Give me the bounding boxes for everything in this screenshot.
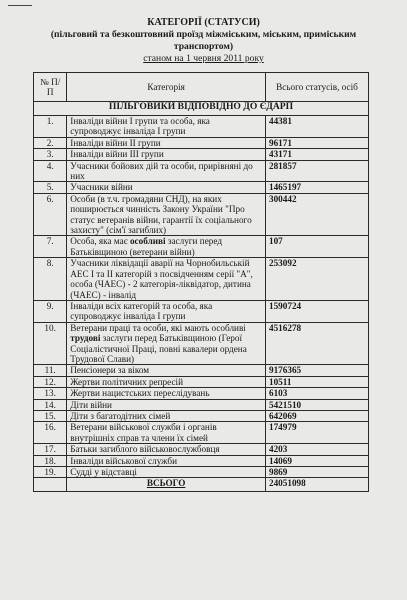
header-number: № П/П xyxy=(34,73,67,102)
row-category xyxy=(67,322,266,365)
row-value: 642069 xyxy=(265,410,368,421)
row-value: 1465197 xyxy=(265,182,368,193)
row-value: 253092 xyxy=(265,258,368,301)
table-row xyxy=(34,365,369,376)
table-row xyxy=(34,137,369,148)
row-number: 4. xyxy=(34,160,67,182)
row-category xyxy=(67,236,266,258)
row-number: 12. xyxy=(34,376,67,387)
row-category: Судді у відставці xyxy=(67,467,266,478)
row-category: Жертви нацистських переслідувань xyxy=(67,388,266,399)
document-title: КАТЕГОРІЇ (СТАТУСИ) xyxy=(147,17,260,28)
row-category: Учасники війни xyxy=(67,182,266,193)
row-number: 6. xyxy=(34,193,67,236)
row-number: 1. xyxy=(34,116,67,138)
table-row xyxy=(34,376,369,387)
table-row xyxy=(34,467,369,478)
document-subtitle: (пільговий та безкоштовний проїзд міжміським, міським, приміським транспортом) xyxy=(50,29,357,52)
header-category: Категорія xyxy=(67,73,266,102)
table-row xyxy=(34,258,369,301)
table-header-row xyxy=(34,73,369,102)
row-category: Діти війни xyxy=(67,399,266,410)
row-value: 44381 xyxy=(265,116,368,138)
row-category: Батьки загиблого військовослужбовця xyxy=(67,444,266,455)
row-value: 6103 xyxy=(265,388,368,399)
row-number: 7. xyxy=(34,236,67,258)
row-number: 13. xyxy=(34,388,67,399)
categories-table xyxy=(33,72,369,492)
row-value: 9869 xyxy=(265,467,368,478)
row-category: Інваліди військової служби xyxy=(67,455,266,466)
row-category: Учасники ліквідації аварії на Чорнобильській АЕС І та ІІ категорій з посвідченням серії "А", особа (ЧАЕС) - 2 категорія-ліквідатор, дитина (ЧАЕС) - інвалід xyxy=(67,258,266,301)
category-text: заслуги перед Батьківщиною (Герої Соціалістичної Праці, повні кавалери ордена Трудової Слави) xyxy=(70,333,247,364)
row-value: 43171 xyxy=(265,149,368,160)
row-value: 10511 xyxy=(265,376,368,387)
row-number: 17. xyxy=(34,444,67,455)
row-number: 18. xyxy=(34,455,67,466)
as-of-date: станом на 1 червня 2011 року xyxy=(143,53,264,64)
category-text: Особа, яка має xyxy=(70,236,130,247)
row-value: 9176365 xyxy=(265,365,368,376)
row-number: 8. xyxy=(34,258,67,301)
row-category: Пенсіонери за віком xyxy=(67,365,266,376)
table-row xyxy=(34,399,369,410)
table-row xyxy=(34,116,369,138)
row-number: 15. xyxy=(34,410,67,421)
table-row xyxy=(34,444,369,455)
row-value: 174979 xyxy=(265,422,368,444)
row-number: 16. xyxy=(34,422,67,444)
row-category: Жертви політичних репресій xyxy=(67,376,266,387)
category-text: Ветерани праці та особи, які мають особливі xyxy=(70,322,246,333)
row-number: 10. xyxy=(34,322,67,365)
total-label: ВСЬОГО xyxy=(67,478,266,492)
header-total-statuses: Всього статусів, осіб xyxy=(265,73,368,102)
row-value: 96171 xyxy=(265,137,368,148)
row-number: 2. xyxy=(34,137,67,148)
table-row xyxy=(34,236,369,258)
row-value: 107 xyxy=(265,236,368,258)
category-text: заслуги перед Батьківщиною (ветерани війни) xyxy=(70,236,222,257)
row-number: 14. xyxy=(34,399,67,410)
row-category: Інваліди всіх категорій та особа, яка супроводжує інваліда І групи xyxy=(67,300,266,322)
row-number: 9. xyxy=(34,300,67,322)
row-number: 3. xyxy=(34,149,67,160)
table-row xyxy=(34,410,369,421)
row-category: Інваліди війни ІІІ групи xyxy=(67,149,266,160)
row-number: 19. xyxy=(34,467,67,478)
row-value: 4516278 xyxy=(265,322,368,365)
row-category: Учасники бойових дій та особи, прирівняні до них xyxy=(67,160,266,182)
row-value: 300442 xyxy=(265,193,368,236)
row-category: Інваліди війни ІІ групи xyxy=(67,137,266,148)
table-row xyxy=(34,388,369,399)
section-title: ПІЛЬГОВИКИ ВІДПОВІДНО ДО ЄДАРП xyxy=(34,102,369,116)
row-number: 11. xyxy=(34,365,67,376)
row-number: 5. xyxy=(34,182,67,193)
row-value: 1590724 xyxy=(265,300,368,322)
row-value: 4203 xyxy=(265,444,368,455)
table-row xyxy=(34,322,369,365)
category-emphasis: особливі xyxy=(129,236,166,247)
row-value: 14069 xyxy=(265,455,368,466)
table-row xyxy=(34,193,369,236)
table-row xyxy=(34,149,369,160)
total-row xyxy=(34,478,369,492)
category-emphasis: трудові xyxy=(70,333,101,344)
row-value: 5421510 xyxy=(265,399,368,410)
row-category: Інваліди війни І групи та особа, яка супроводжує інваліда І групи xyxy=(67,116,266,138)
row-value: 281857 xyxy=(265,160,368,182)
row-category: Діти з багатодітних сімей xyxy=(67,410,266,421)
total-number xyxy=(34,478,67,492)
corner-mark xyxy=(8,5,32,6)
table-row xyxy=(34,300,369,322)
row-category: Особи (в т.ч. громадяни СНД), на яких поширюється чинність Закону України "Про статус ветеранів війни, гарантії їх соціального захисту" (сім'ї загиблих) xyxy=(67,193,266,236)
table-row xyxy=(34,160,369,182)
table-row xyxy=(34,422,369,444)
section-row xyxy=(34,102,369,116)
table-row xyxy=(34,182,369,193)
row-category: Ветерани військової служби і органів внутрішніх справ та члени їх сімей xyxy=(67,422,266,444)
table-row xyxy=(34,455,369,466)
total-value: 24051098 xyxy=(265,478,368,492)
